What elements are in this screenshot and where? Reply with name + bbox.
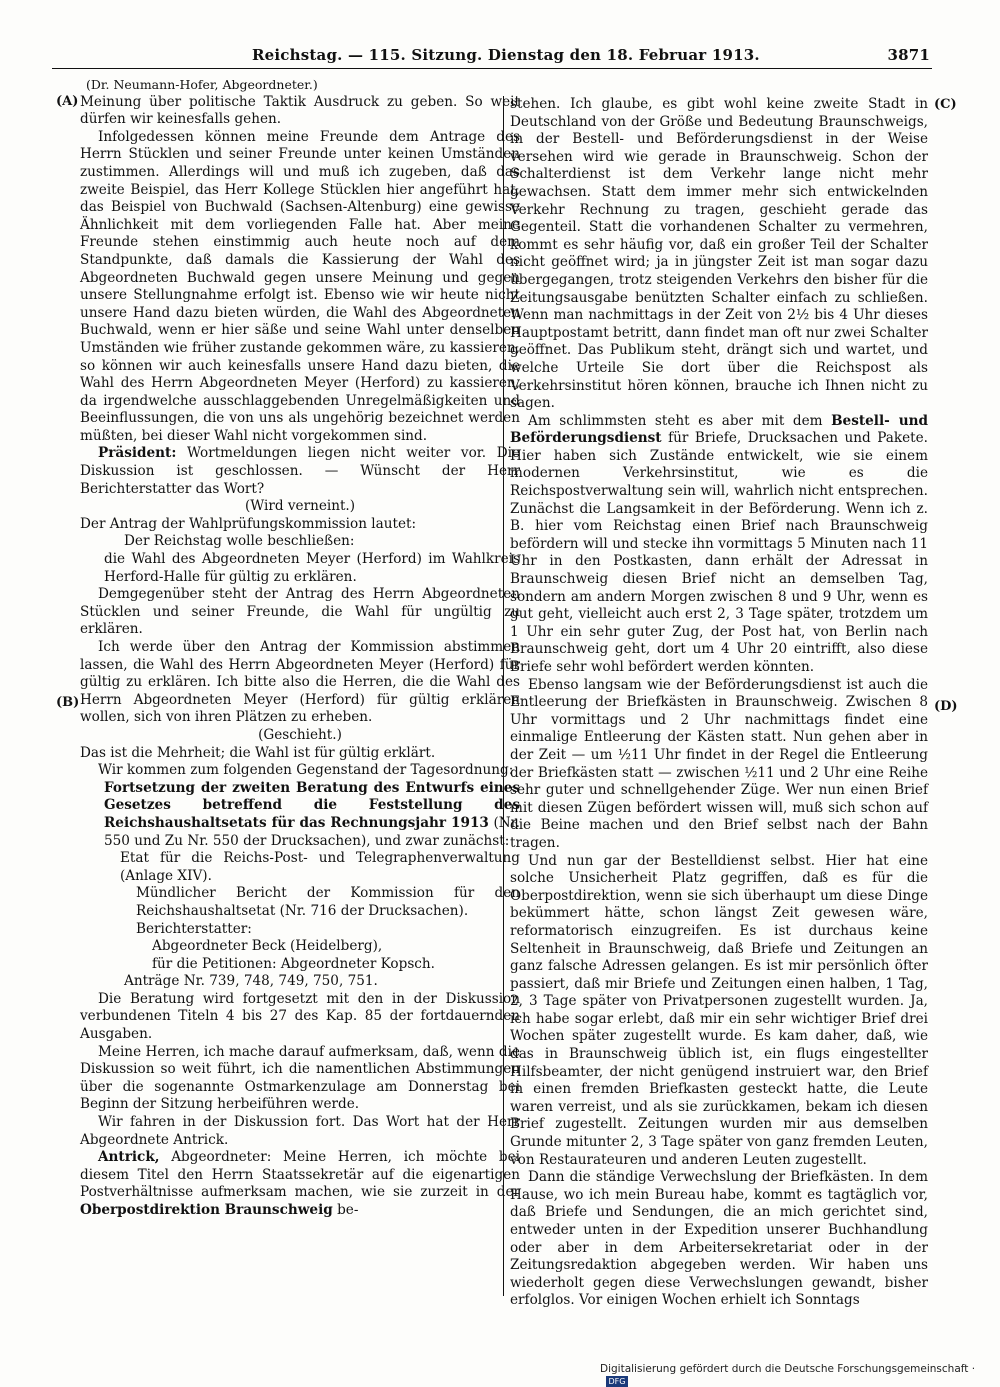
- speaker-name: Präsident:: [98, 445, 177, 462]
- footer-credit: [600, 1363, 1000, 1387]
- agenda-list-item: für die Petitionen: Abgeordneter Kopsch.: [152, 955, 435, 972]
- paragraph: [80, 445, 520, 498]
- emphasis-text: Bestell- und Beförderungsdienst: [510, 412, 928, 447]
- agenda-list-item: Anträge Nr. 739, 748, 749, 750, 751.: [124, 973, 378, 990]
- paragraph: Ich werde über den Antrag der Kommission abstimmen lassen, die Wahl des Herrn Abgeordneten Meyer (Herford) für gültig zu erklären. Ich bitte also die Herren, die die Wahl des Herrn Abgeordneten Meyer (Herford) für gültig erklären wollen, sich von ihren Plätzen zu erheben.: [80, 639, 520, 726]
- speech-text: Abgeordneter: Meine Herren, ich möchte bei diesem Titel den Herrn Staatssekretär auf die eigenartigen Postverhältnisse aufmerksam machen, wie sie zurzeit in der: [80, 1149, 520, 1201]
- paragraph: Die Beratung wird fortgesetzt mit den in der Diskussion verbundenen Titeln 4 bis 27 des Kap. 85 der fortdauernden Ausgaben.: [80, 990, 520, 1043]
- paragraph: Wir kommen zum folgenden Gegenstand der Tagesordnung:: [98, 762, 514, 779]
- motion-line: die Wahl des Abgeordneten Meyer (Herford) im Wahlkreis Herford-Halle für gültig zu erklären.: [104, 551, 520, 585]
- stage-direction: (Wird verneint.): [244, 498, 356, 515]
- left-column: [80, 76, 520, 1220]
- margin-marker-b: (B): [56, 695, 80, 710]
- margin-marker-d: (D): [934, 699, 958, 714]
- header-rule: [52, 68, 932, 69]
- paragraph: Und nun gar der Bestelldienst selbst. Hier hat eine solche Unsicherheit Platz gegriffen, daß es für die Oberpostdirektion, wenn sie sich überhaupt um diese Dinge bekümmert hätte, schon längst Zeit gewesen wäre, reformatorisch einzugreifen. Es ist durchaus keine Seltenheit in Braunschweig, daß Briefe und Zeitungen an ganz falsche Adressen gelangen. Es ist mir persönlich öfter passiert, daß mir Briefe und Zeitungen einen halben, 1 Tag, 2, 3 Tage später von Privatpersonen zugestellt wurden. Ja, ich habe sogar erlebt, daß mir ein sehr wichtiger Brief drei Wochen später zugestellt wurde. Es kam daher, daß, wie das in Braunschweig üblich ist, ein flugs eingestellter Hilfsbeamter, der nicht genügend instruiert war, den Brief in einen fremden Briefkasten gesteckt hatte, die Leute waren verreist, und als sie zurückkamen, bekam ich diesen Brief zugestellt. Zeitungen wurden mir aus demselben Grunde mitunter 2, 3 Tage später von ganz fremden Leuten, von Restaurateuren und anderen Leuten zugestellt.: [510, 852, 928, 1168]
- agenda-list-item: Mündlicher Bericht der Kommission für den Reichshaushaltsetat (Nr. 716 der Drucksachen).: [136, 885, 520, 919]
- speaker-tag: (Dr. Neumann-Hofer, Abgeordneter.): [86, 77, 318, 92]
- agenda-text: (Nr. 550 und Zu Nr. 550 der Drucksachen), und zwar zunächst:: [104, 814, 520, 849]
- right-column: [510, 96, 928, 1310]
- paragraph: Meine Herren, ich mache darauf aufmerksam, daß, wenn die Diskussion so weit führt, ich die namentlichen Abstimmungen über die sogenannte Ostmarkenzulage am Donnerstag bei Beginn der Sitzung herbeiführen werde.: [80, 1043, 520, 1113]
- dfg-logo: DFG: [606, 1376, 628, 1387]
- paragraph: Der Antrag der Wahlprüfungskommission lautet:: [80, 515, 417, 532]
- paragraph: stehen. Ich glaube, es gibt wohl keine zweite Stadt in Deutschland von der Größe und Bedeutung Braunschweigs, in der Bestell- und Beförderungsdienst in der Weise versehen wird wie gerade in Braunschweig. Schon der Schalterdienst ist dem Verkehr lange nicht mehr gewachsen. Statt dem immer mehr sich entwickelnden Verkehr Rechnung zu tragen, geschieht gerade das Gegenteil. Statt die vorhandenen Schalter zu vermehren, kommt es sehr häufig vor, daß ein großer Teil der Schalter nicht geöffnet wird; ja in jüngster Zeit ist man sogar dazu übergegangen, trotz steigenden Verkehrs den bisher für die Zeitungsausgabe benützten Schalter einfach zu schließen. Wenn man nachmittags in der Zeit von 2½ bis 4 Uhr dieses Hauptpostamt betritt, dann findet man oft nur zwei Schalter geöffnet. Das Publikum steht, drängt sich und wartet, und welche Urteile Sie dort über die Reichspost als Verkehrsinstitut hören können, brauche ich Ihnen nicht zu sagen.: [510, 96, 928, 412]
- paragraph: Meinung über politische Taktik Ausdruck zu geben. So weit dürfen wir keinesfalls gehen.: [80, 93, 520, 128]
- speech-text: Am schlimmsten steht es aber mit dem: [528, 412, 832, 429]
- agenda-list-item: Abgeordneter Beck (Heidelberg),: [152, 938, 383, 955]
- page-number: 3871: [887, 46, 930, 64]
- emphasis-text: Oberpostdirektion Braunschweig: [80, 1202, 333, 1218]
- agenda-item: [80, 780, 520, 850]
- speaker-name: Antrick,: [98, 1149, 160, 1166]
- speech-text: Wortmeldungen liegen nicht weiter vor. Die Diskussion ist geschlossen. — Wünscht der Herr Berichterstatter das Wort?: [80, 445, 520, 497]
- paragraph: Wir fahren in der Diskussion fort. Das Wort hat der Herr Abgeordnete Antrick.: [80, 1114, 520, 1148]
- paragraph: Ebenso langsam wie der Beförderungsdienst ist auch die Entleerung der Briefkästen in Braunschweig. Zwischen 8 Uhr vormittags und 2 Uhr nachmittags findet eine einmalige Entleerung der Kästen statt. Nun gehen aber in der Zeit — um ½11 Uhr findet in der Regel die Entleerung der Briefkästen statt — zwischen ½11 und 2 Uhr eine Reihe sehr guter und schnellgehender Züge. Wer nun einen Brief mit diesen Zügen befördert wissen will, muß sich schon auf die Beine machen und den Brief selbst nach der Bahn tragen.: [510, 676, 928, 851]
- paragraph: Infolgedessen können meine Freunde dem Antrage des Herrn Stücklen und seiner Freunde unter keinen Umständen zustimmen. Allerdings will und muß ich zugeben, daß das zweite Beispiel, das Herr Kollege Stücklen hier angeführt hat, das Beispiel von Buchwald (Sachsen-Altenburg) eine gewisse Ähnlichkeit mit dem vorliegenden Falle hat. Aber meine Freunde stehen einstimmig auch heute noch auf dem Standpunkte, daß damals die Kassierung der Wahl des Abgeordneten Buchwald gegen unsere Meinung und gegen unsere Stellungnahme erfolgt ist. Ebenso wie wir heute nicht unsere Hand dazu bieten würden, die Wahl des Abgeordneten Buchwald, wenn er hier säße und seine Wahl unter denselben Umständen wie früher zustande gekommen wäre, zu kassieren, so können wir auch keinesfalls unsere Hand dazu bieten, die Wahl des Herrn Abgeordneten Meyer (Herford) zu kassieren, da irgendwelche ausschlaggebenden Unregelmäßigkeiten und Beeinflussungen, die von uns als ungehörig bezeichnet werden müßten, bei dieser Wahl nicht vorgekommen sind.: [80, 128, 520, 444]
- agenda-list-item: Berichterstatter:: [136, 920, 252, 937]
- agenda-list-item: Etat für die Reichs-Post- und Telegraphenverwaltung (Anlage XIV).: [120, 850, 520, 884]
- page-header: [52, 44, 932, 68]
- speech-text: be-: [332, 1202, 359, 1218]
- margin-marker-c: (C): [934, 97, 957, 112]
- speech-text: für Briefe, Drucksachen und Pakete. Hier haben sich Zustände entwickelt, wie sie einem modernen Verkehrsinstitut, wie es die Reichspostverwaltung sein will, wahrlich nicht entsprechen. Zunächst die Langsamkeit in der Beförderung. Wenn ich z. B. hier vom Reichstag einen Brief nach Braunschweig befördern will und stecke ihn vormittags 5 Minuten nach 11 Uhr in den Postkasten, dann erhält der Adressat in Braunschweig diesen Brief nicht an demselben Tag, sondern am andern Morgen zwischen 8 und 9 Uhr, wenn es gut geht, vielleicht auch erst 2, 3 Tage später, trotzdem um 1 Uhr ein sehr guter Zug, der Post hat, von Berlin nach Braunschweig geht, dort um 4 Uhr 20 eintrifft, also diese Briefe sehr wohl befördert werden könnten.: [510, 430, 928, 675]
- agenda-title: Fortsetzung der zweiten Beratung des Entwurfs eines Gesetzes betreffend die Feststellung des Reichshaushaltsetats für das Rechnungsjahr 1913: [104, 779, 520, 831]
- margin-marker-a: (A): [56, 94, 79, 109]
- paragraph: Das ist die Mehrheit; die Wahl ist für gültig erklärt.: [80, 744, 436, 761]
- paragraph: Dann die ständige Verwechslung der Briefkästen. In dem Hause, wo ich mein Bureau habe, kommt es tagtäglich vor, daß Briefe und Sendungen, die an mich gerichtet sind, entweder unten in der Expedition unserer Buchhandlung oder aber in dem Arbeitersekretariat oder in der Zeitungsredaktion abgegeben werden. Wir haben uns wiederholt gegen diese Verwechslungen gewandt, bisher erfolglos. Vor einigen Wochen erhielt ich Sonntags: [510, 1169, 928, 1309]
- footer-text: Digitalisierung gefördert durch die Deutsche Forschungsgemeinschaft ·: [600, 1363, 976, 1375]
- paragraph: [510, 413, 928, 677]
- paragraph: [80, 1149, 520, 1219]
- running-title: Reichstag. — 115. Sitzung. Dienstag den 18. Februar 1913.: [252, 46, 760, 64]
- paragraph: Demgegenüber steht der Antrag des Herrn Abgeordneten Stücklen und seiner Freunde, die Wahl für ungültig zu erklären.: [80, 586, 520, 638]
- agenda-list: [80, 850, 520, 991]
- stage-direction: (Geschieht.): [258, 726, 342, 743]
- motion-line: Der Reichstag wolle beschließen:: [124, 533, 355, 550]
